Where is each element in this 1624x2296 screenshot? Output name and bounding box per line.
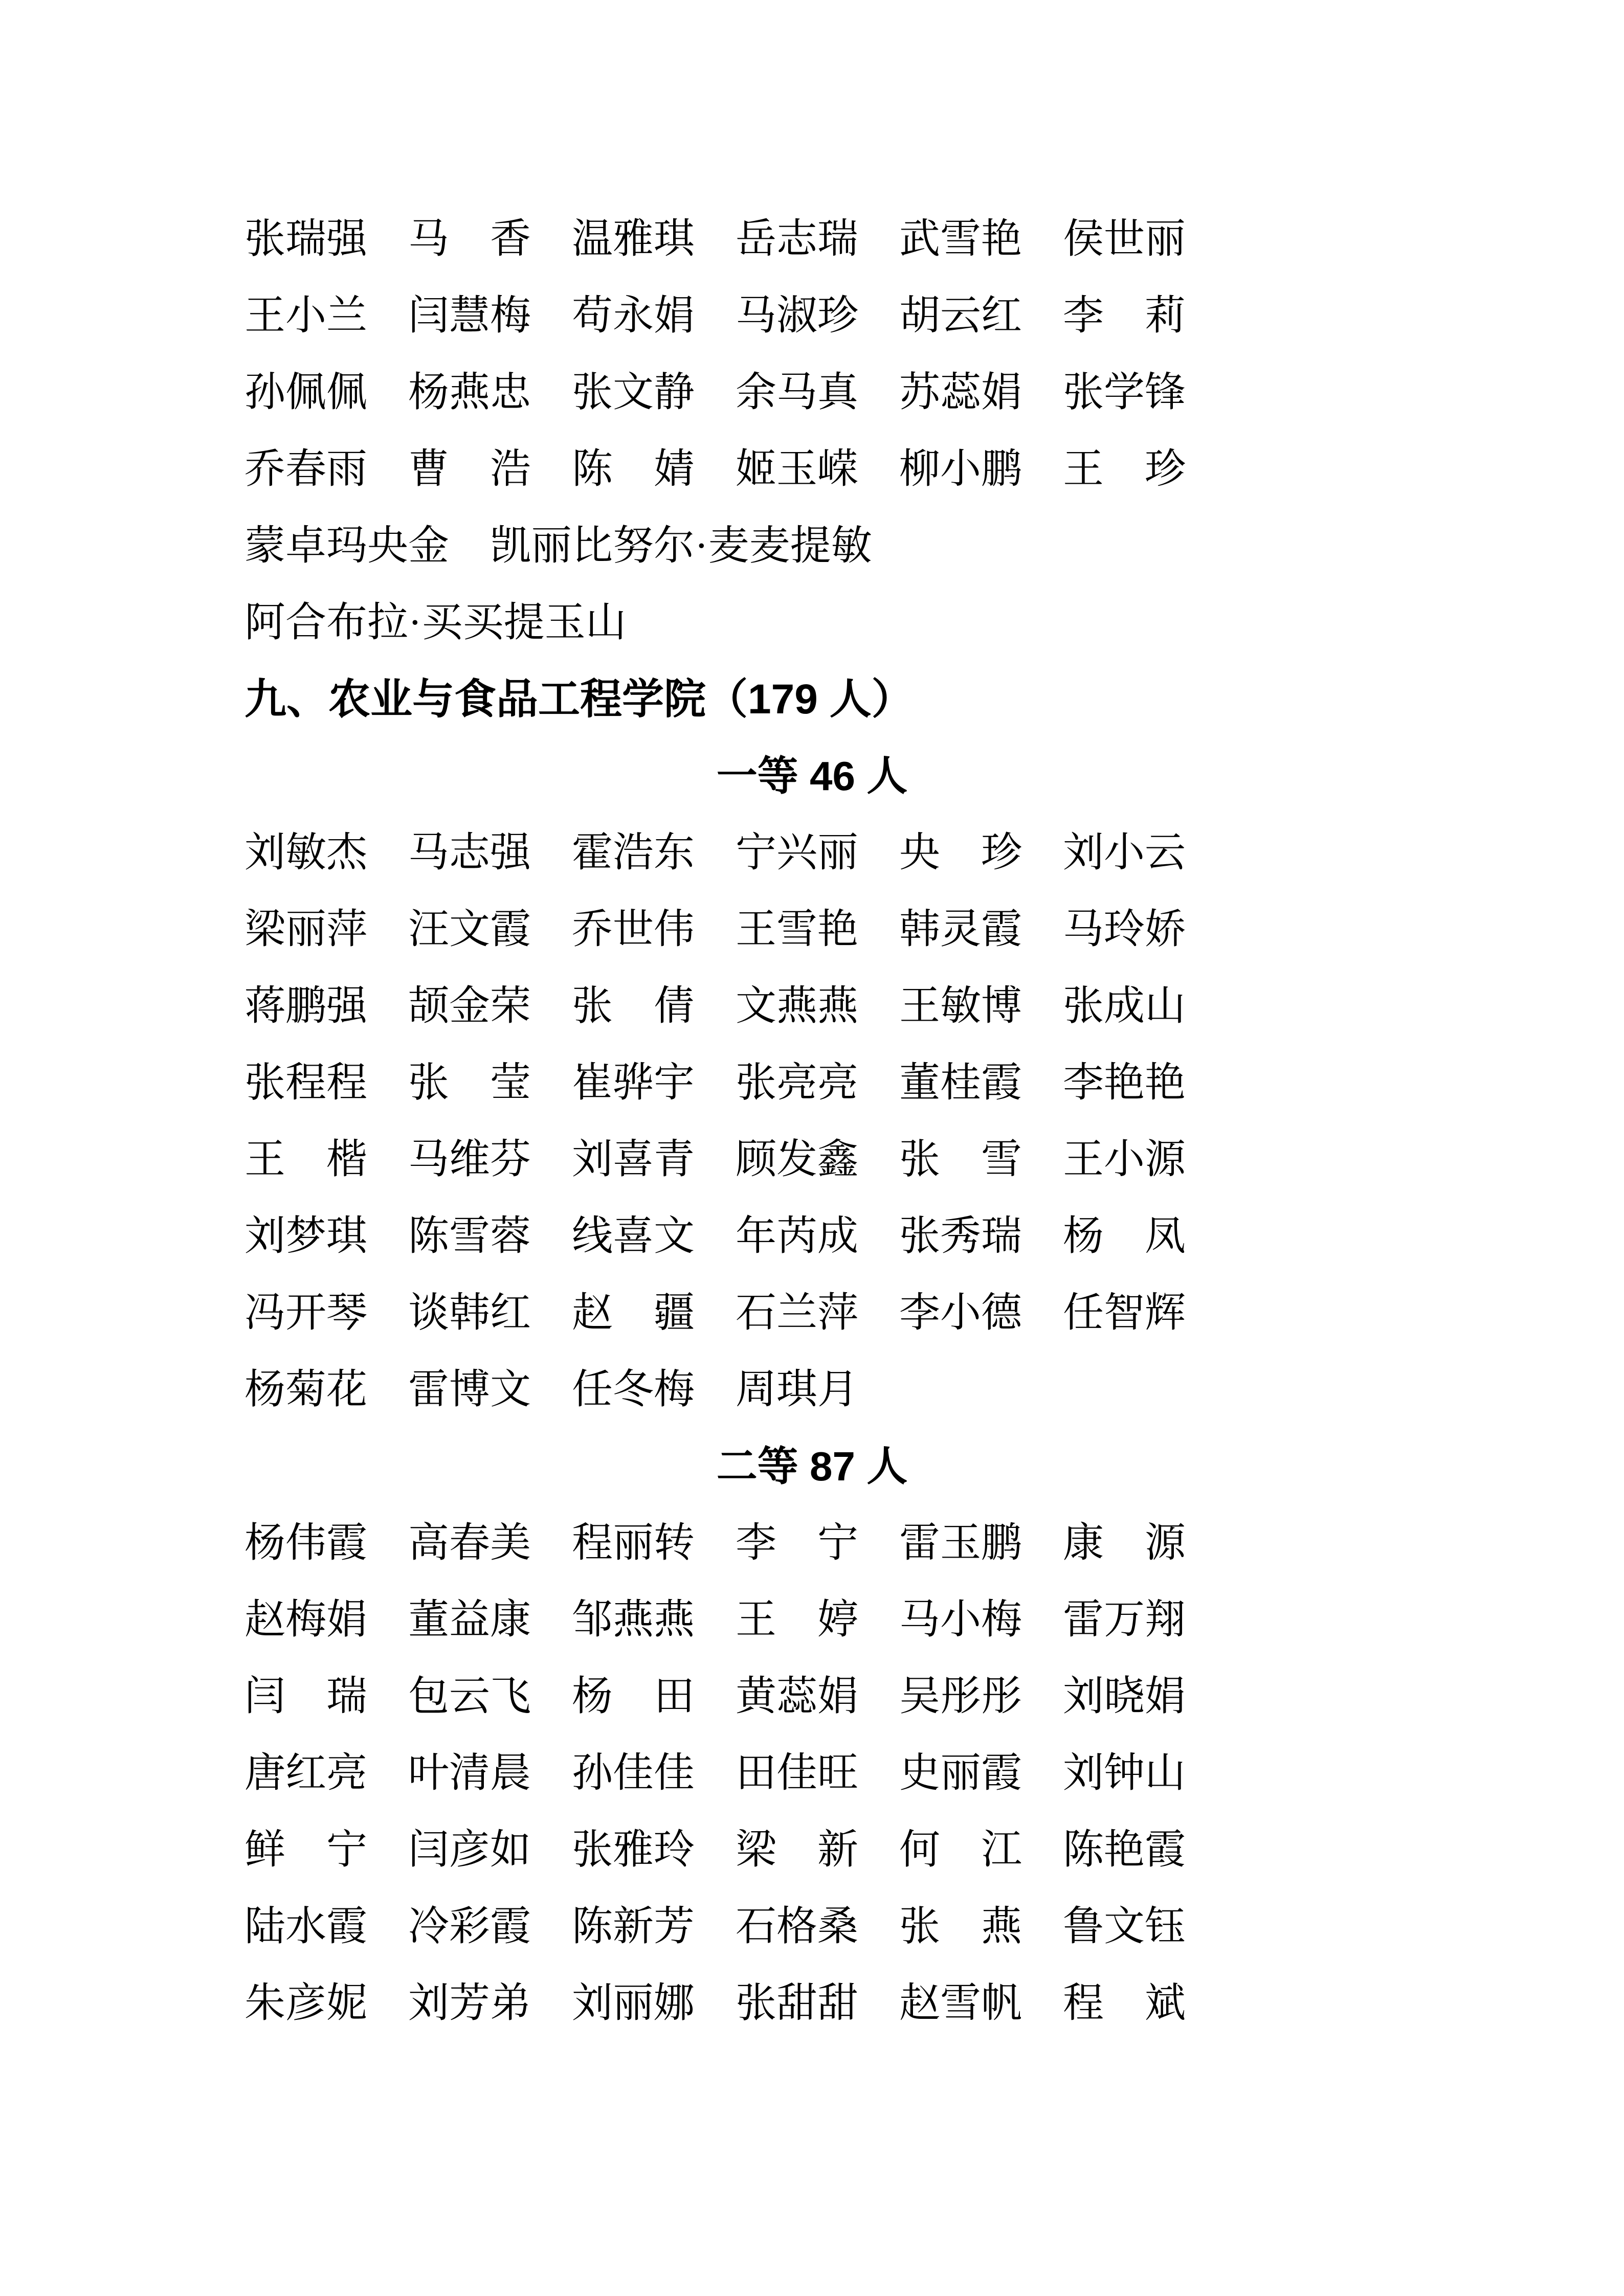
name-row: 阿合布拉·买买提玉山 [244,600,627,645]
name-row: 蒋鹏强 颉金荣 张 倩 文燕燕 王敏博 张成山 [244,984,1186,1029]
name-row: 杨伟霞 高春美 程丽转 李 宁 雷玉鹏 康 源 [244,1521,1186,1566]
name-row: 蒙卓玛央金 凯丽比努尔·麦麦提敏 [244,524,872,569]
tier-heading: 二等 87 人 [716,1444,908,1489]
name-row: 梁丽萍 汪文霞 乔世伟 王雪艳 韩灵霞 马玲娇 [244,907,1186,952]
name-row: 赵梅娟 董益康 邹燕燕 王 婷 马小梅 雷万翔 [244,1597,1186,1642]
name-row: 张程程 张 莹 崔骅宇 张亮亮 董桂霞 李艳艳 [244,1061,1186,1106]
name-row: 杨菊花 雷博文 任冬梅 周琪月 [244,1367,858,1412]
name-row: 王小兰 闫慧梅 苟永娟 马淑珍 胡云红 李 莉 [244,294,1186,339]
tier-heading: 一等 46 人 [716,753,908,799]
name-row: 唐红亮 叶清晨 孙佳佳 田佳旺 史丽霞 刘钟山 [244,1751,1186,1796]
name-row: 朱彦妮 刘芳弟 刘丽娜 张甜甜 赵雪帆 程 斌 [244,1981,1186,2026]
name-row: 孙佩佩 杨燕忠 张文静 余马真 苏蕊娟 张学锋 [244,370,1186,415]
name-row: 鲜 宁 闫彦如 张雅玲 梁 新 何 江 陈艳霞 [244,1828,1186,1873]
name-row: 陆水霞 冷彩霞 陈新芳 石格桑 张 燕 鲁文钰 [244,1904,1186,1949]
name-row: 闫 瑞 包云飞 杨 田 黄蕊娟 吴彤彤 刘晓娟 [244,1674,1186,1719]
name-row: 乔春雨 曹 浩 陈 婧 姬玉嵘 柳小鹏 王 珍 [244,447,1186,492]
name-row: 刘敏杰 马志强 霍浩东 宁兴丽 央 珍 刘小云 [244,830,1186,875]
name-row: 刘梦琪 陈雪蓉 线喜文 年芮成 张秀瑞 杨 凤 [244,1214,1186,1259]
name-row: 张瑞强 马 香 温雅琪 岳志瑞 武雪艳 侯世丽 [244,217,1186,262]
name-row: 冯开琴 谈韩红 赵 疆 石兰萍 李小德 任智辉 [244,1291,1186,1336]
section-heading: 九、农业与食品工程学院（179 人） [244,676,914,723]
name-row: 王 楷 马维芬 刘喜青 顾发鑫 张 雪 王小源 [244,1137,1186,1182]
